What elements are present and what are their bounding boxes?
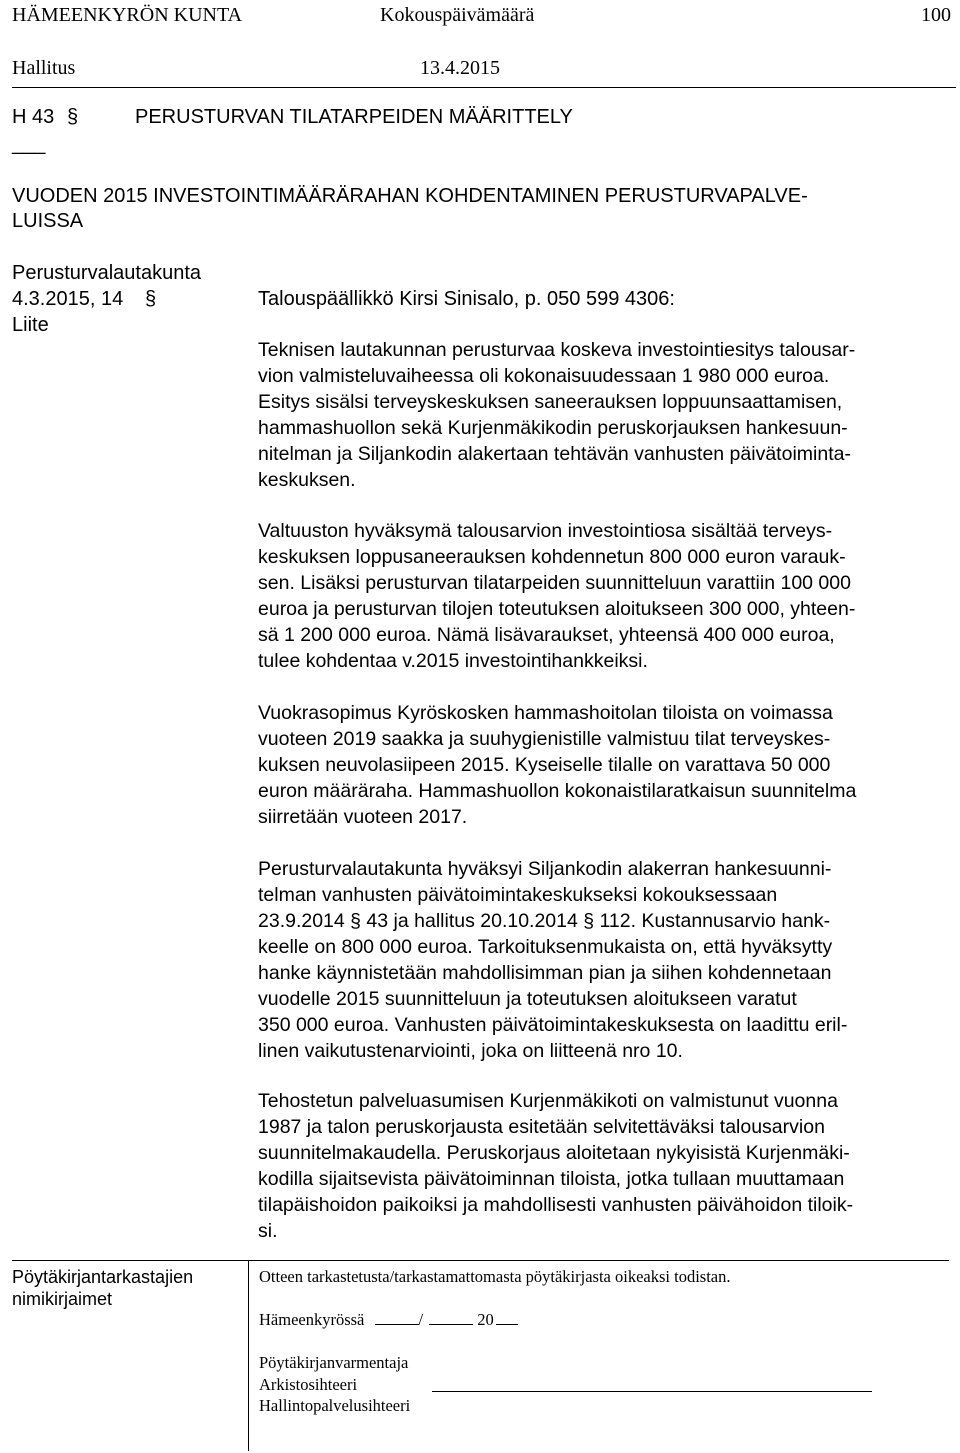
text-line: Esitys sisälsi terveyskeskuksen saneerauksen loppuunsaattamisen, <box>258 391 843 413</box>
archive-secretary-label: Arkistosihteeri <box>259 1375 358 1394</box>
text-line: kodilla sijaitsevista päivätoiminnan tiloista, jotka tullaan muuttamaan <box>258 1168 845 1190</box>
text-line: kuksen neuvolasiipeen 2015. Kyseiselle tilalle on varattava 50 000 <box>258 754 831 776</box>
paragraph-4 <box>258 856 948 1064</box>
text-line: 1987 ja talon peruskorjausta esitetään selvitettäväksi talousarvion <box>258 1116 825 1138</box>
paragraph-3 <box>258 700 948 830</box>
body-name: Hallitus <box>12 57 76 79</box>
text-line: Valtuuston hyväksymä talousarvion investointiosa sisältää terveys- <box>258 520 833 542</box>
text-line: tulee kohdentaa v.2015 investointihankkeiksi. <box>258 650 648 672</box>
text-line: nitelman ja Siljankodin alakertaan tehtävän vanhusten päivätoiminta- <box>258 443 851 465</box>
text-line: hammashuollon sekä Kurjenmäkikodin peruskorjauksen hankesuun- <box>258 417 848 439</box>
admin-secretary-label: Hallintopalvelusihteeri <box>259 1396 411 1415</box>
text-line: si. <box>258 1220 278 1242</box>
footer-initials-label-2: nimikirjaimet <box>12 1289 113 1309</box>
text-line: sen. Lisäksi perusturvan tilatarpeiden suunnitteluun varattiin 100 000 <box>258 572 851 594</box>
text-line: sä 1 200 000 euroa. Nämä lisävaraukset, yhteensä 400 000 euroa, <box>258 624 835 646</box>
text-line: keskuksen. <box>258 469 356 491</box>
footer-top-rule <box>12 1260 248 1261</box>
history-section-sign: § <box>145 288 157 310</box>
text-line: siirretään vuoteen 2017. <box>258 806 468 828</box>
paragraph-1 <box>258 337 948 493</box>
paragraph-2 <box>258 518 948 674</box>
page-number: 100 <box>921 4 951 26</box>
header-divider <box>12 87 956 88</box>
text-line: Perusturvalautakunta hyväksyi Siljankodin alakerran hankesuunni- <box>258 858 832 880</box>
day-blank <box>375 1323 419 1325</box>
text-line: 350 000 euroa. Vanhusten päivätoimintakeskuksesta on laadittu eril- <box>258 1014 848 1036</box>
text-line: Tehostetun palveluasumisen Kurjenmäkikoti on valmistunut vuonna <box>258 1090 838 1112</box>
text-line: vuodelle 2015 suunnitteluun ja toteutuksen aloitukseen varatut <box>258 988 797 1010</box>
meeting-date: 13.4.2015 <box>420 57 500 79</box>
history-ref: 4.3.2015, 14 <box>12 288 124 310</box>
text-line: Vuokrasopimus Kyröskosken hammashoitolan tiloista on voimassa <box>258 702 833 724</box>
item-topic: PERUSTURVAN TILATARPEIDEN MÄÄRITTELY <box>135 106 573 128</box>
presenter: Talouspäällikkö Kirsi Sinisalo, p. 050 599 4306: <box>258 288 675 310</box>
year-blank <box>496 1323 518 1325</box>
text-line: euron määräraha. Hammashuollon kokonaistilaratkaisun suunnitelma <box>258 780 857 802</box>
date-slash: / <box>418 1310 424 1329</box>
item-title-line2: LUISSA <box>12 210 84 232</box>
text-line: Teknisen lautakunnan perusturvaa koskeva investointiesitys talousar- <box>258 339 856 361</box>
text-line: suunnitelmakaudella. Peruskorjaus aloitetaan nykyisistä Kurjenmäki- <box>258 1142 850 1164</box>
text-line: 23.9.2014 § 43 ja hallitus 20.10.2014 § 112. Kustannusarvio hank- <box>258 910 831 932</box>
text-line: linen vaikutustenarviointi, joka on liitteenä nro 10. <box>258 1040 683 1062</box>
certification-text: Otteen tarkastetusta/tarkastamattomasta pöytäkirjasta oikeaksi todistan. <box>259 1267 731 1286</box>
month-blank <box>429 1323 473 1325</box>
text-line: keskuksen loppusaneerauksen kohdennetun 800 000 euron varauk- <box>258 546 846 568</box>
footer-initials-label: Pöytäkirjantarkastajien <box>12 1267 194 1287</box>
history-board: Perusturvalautakunta <box>12 262 202 284</box>
municipality-name: HÄMEENKYRÖN KUNTA <box>12 4 243 26</box>
signature-line <box>432 1391 872 1392</box>
section-sign: § <box>67 106 79 128</box>
text-line: euroa ja perusturvan tilojen toteutuksen aloitukseen 300 000, yhteen- <box>258 598 856 620</box>
paragraph-5 <box>258 1088 948 1244</box>
item-title-line1: VUODEN 2015 INVESTOINTIMÄÄRÄRAHAN KOHDENTAMINEN PERUSTURVAPALVE- <box>12 185 808 207</box>
place-line <box>259 1310 518 1330</box>
year-prefix: 20 <box>477 1310 494 1329</box>
text-line: telman vanhusten päivätoimintakeskukseksi kokouksessaan <box>258 884 778 906</box>
item-number: H 43 <box>12 106 55 128</box>
item-underscore: ___ <box>12 133 46 155</box>
text-line: hanke käynnistetään mahdollisimman pian ja siihen kohdennetaan <box>258 962 832 984</box>
attachment-label: Liite <box>12 314 49 336</box>
place-name: Hämeenkyrössä <box>259 1310 365 1329</box>
meeting-date-label: Kokouspäivämäärä <box>380 4 535 26</box>
verifier-label: Pöytäkirjanvarmentaja <box>259 1353 409 1372</box>
text-line: keelle on 800 000 euroa. Tarkoituksenmukaista on, että hyväksytty <box>258 936 833 958</box>
text-line: tilapäishoidon paikoiksi ja mahdollisesti vanhusten päivähoidon tiloik- <box>258 1194 854 1216</box>
text-line: vuoteen 2019 saakka ja suuhygienistille valmistuu tilat terveyskes- <box>258 728 831 750</box>
text-line: vion valmisteluvaiheessa oli kokonaisuudessaan 1 980 000 euroa. <box>258 365 830 387</box>
